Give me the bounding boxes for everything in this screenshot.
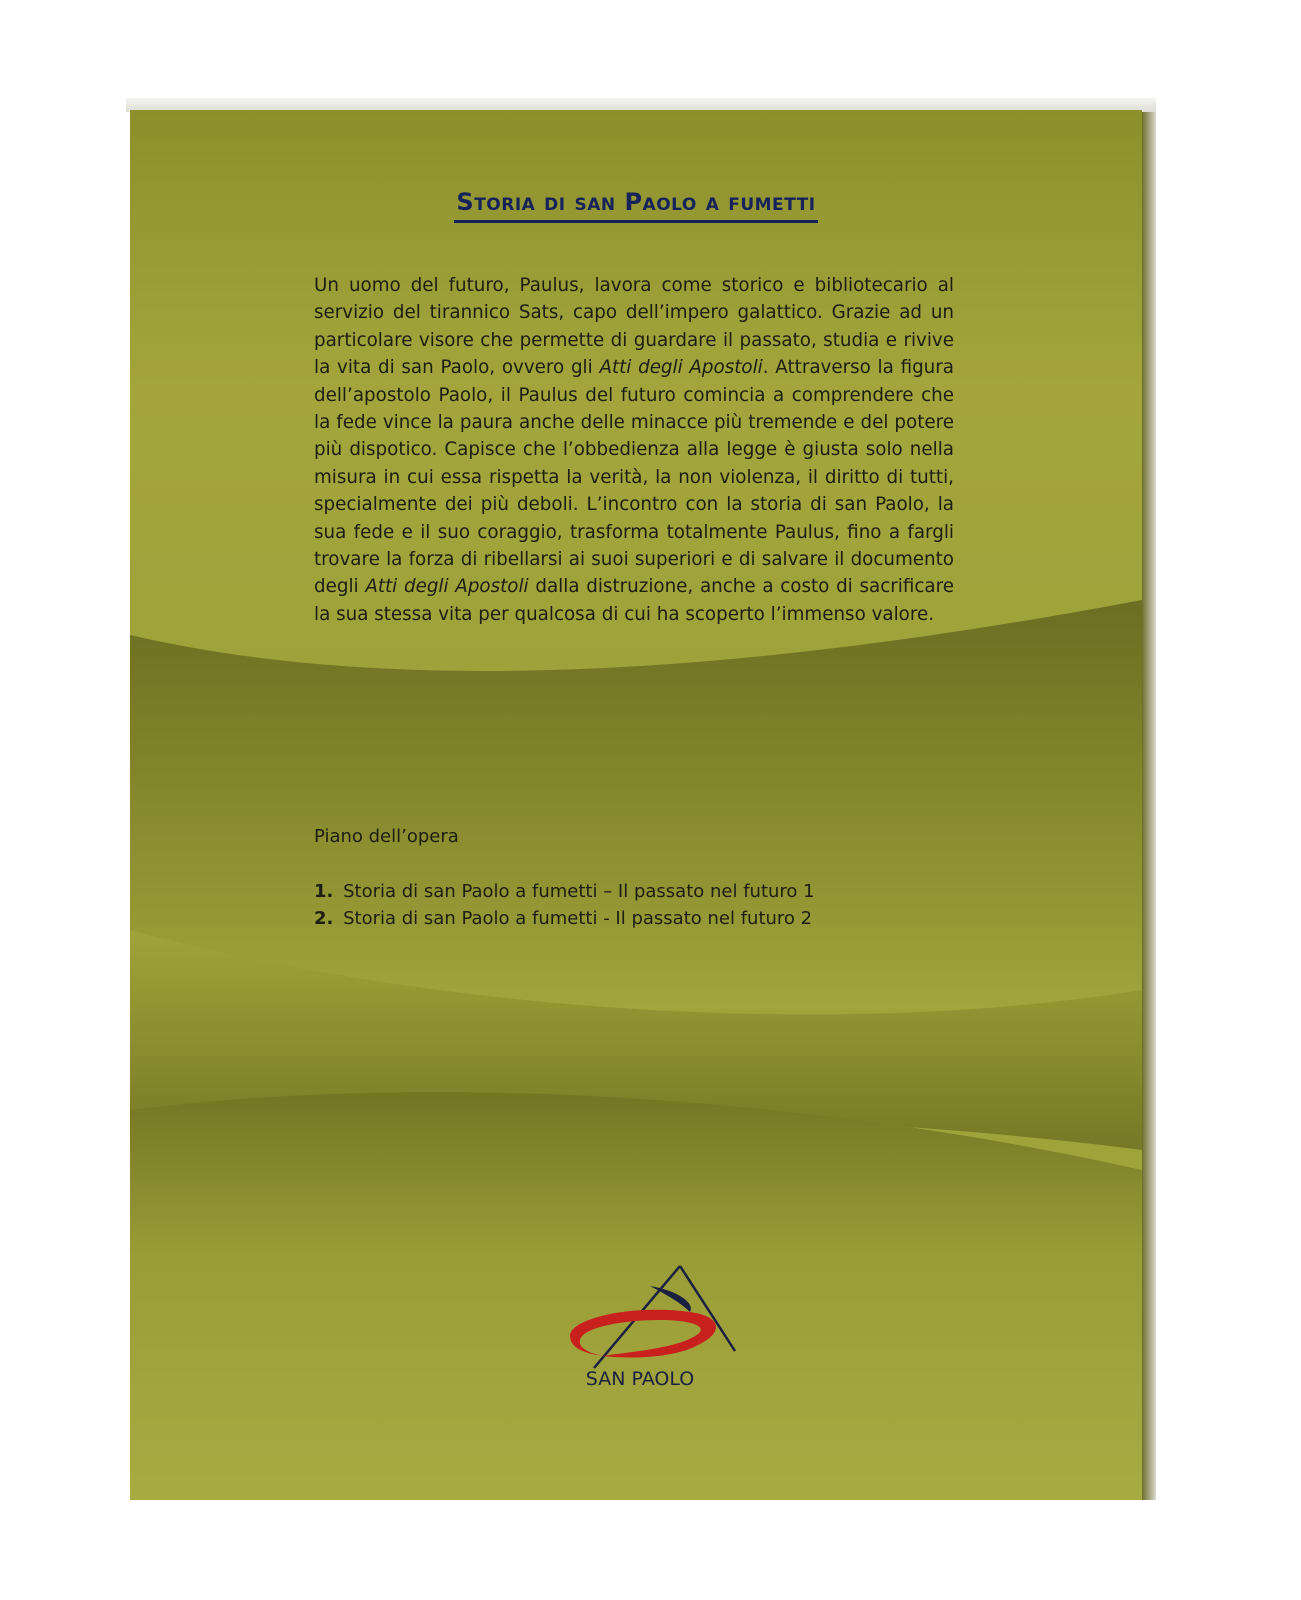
plan-list bbox=[314, 878, 815, 932]
plan-heading: Piano dell’opera bbox=[314, 826, 459, 847]
spine-edge bbox=[1142, 112, 1156, 1500]
blurb-italic-text: Atti degli Apostoli bbox=[599, 357, 763, 379]
plan-item-number: 1. bbox=[314, 881, 334, 902]
cover-blurb bbox=[314, 272, 954, 628]
blurb-text: dalla distruzione, anche a costo di sacrificare la sua stessa vita per qualcosa di cui ha scoperto l’immenso valore. bbox=[314, 576, 954, 625]
plan-item-text: Storia di san Paolo a fumetti – Il passato nel futuro 1 bbox=[343, 881, 815, 902]
blurb-italic-text: Atti degli Apostoli bbox=[365, 576, 529, 598]
cover-panel bbox=[130, 110, 1142, 1500]
cover-title: Storia di san Paolo a fumetti bbox=[130, 188, 1142, 216]
plan-item bbox=[314, 905, 815, 932]
san-paolo-emblem-icon bbox=[530, 1256, 750, 1371]
plan-item-number: 2. bbox=[314, 908, 334, 929]
plan-item-text: Storia di san Paolo a fumetti - Il passato nel futuro 2 bbox=[343, 908, 813, 929]
plan-item bbox=[314, 878, 815, 905]
book-back-cover bbox=[126, 98, 1156, 1500]
publisher-logo bbox=[530, 1256, 750, 1406]
blurb-text: . Attraverso la figura dell’apostolo Paolo, il Paulus del futuro comincia a comprendere che la fede vince la paura anche delle minacce più tremende e del potere più dispotico. Capisce che l’obbedienza alla legge è giusta solo nella misura in cui essa rispetta la verità, la non violenza, il diritto di tutti, specialmente dei più deboli. L’incontro con la storia di san Paolo, la sua fede e il suo coraggio, trasforma totalmente Paulus, fino a fargli trovare la forza di ribellarsi ai suoi superiori e di salvare il documento degli bbox=[314, 357, 954, 598]
publisher-logo-text: SAN PAOLO bbox=[585, 1368, 695, 1390]
blurb-text: Un uomo del futuro, Paulus, lavora come storico e bibliotecario al servizio del tirannico Sats, capo dell’impero galattico. Grazie ad un particolare visore che permette di guardare il passato, studia e rivive la vita di san Paolo, ovvero gli bbox=[314, 275, 954, 379]
